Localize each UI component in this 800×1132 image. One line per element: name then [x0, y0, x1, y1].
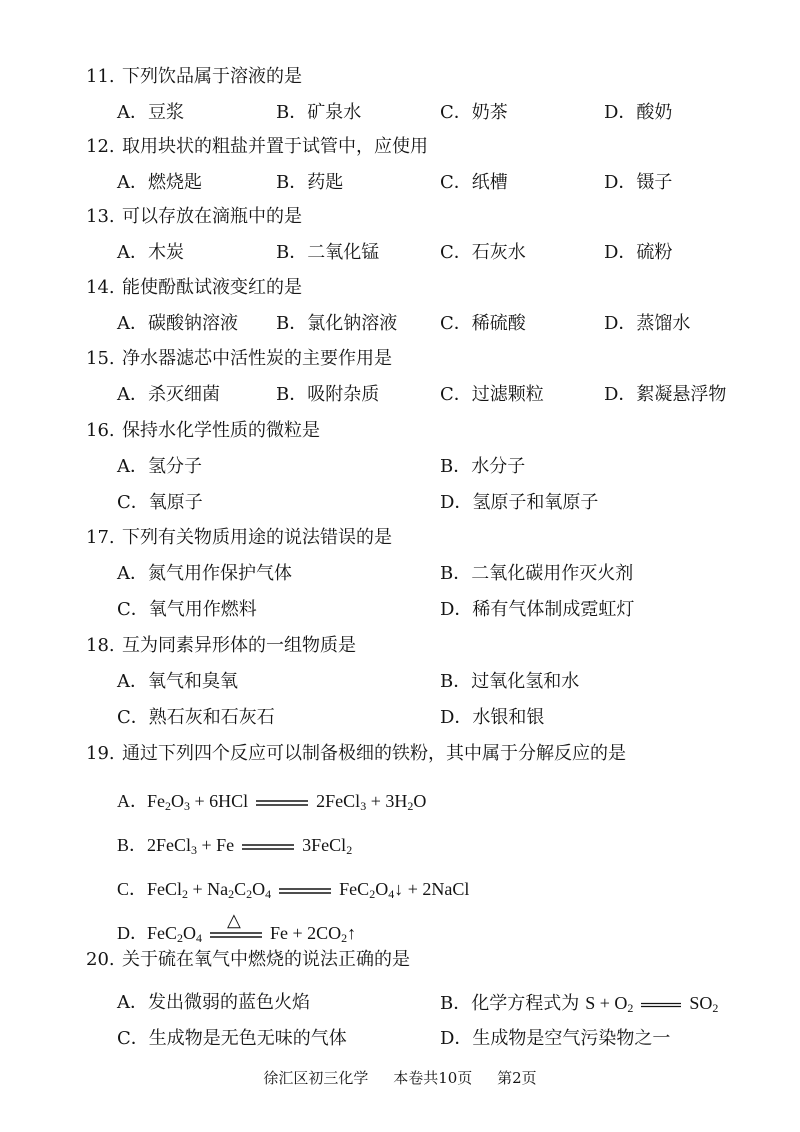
question-number: 20.	[86, 949, 115, 970]
option-label: C．	[117, 879, 148, 899]
heating-condition	[210, 909, 262, 939]
option-b: B．水分子	[440, 456, 526, 477]
option-a: A．发出微弱的蓝色火焰	[117, 992, 310, 1013]
question-text: 互为同素异形体的一组物质是	[122, 635, 356, 656]
question-text: 保持水化学性质的微粒是	[122, 420, 320, 441]
footer-total-pages: 本卷共10页	[393, 1069, 473, 1087]
option-d-equation: D．$FeC_2O_4$ △ $Fe + 2CO_2↑$	[117, 920, 356, 951]
option-b: B．矿泉水	[276, 102, 362, 123]
question-17	[86, 525, 392, 551]
question-18	[86, 633, 356, 659]
option-c: C．稀硫酸	[440, 313, 526, 334]
question-text: 关于硫在氧气中燃烧的说法正确的是	[122, 949, 410, 970]
option-c-equation: C．FeCl$_2$ + $Na_2C_2O_4$ $FeC_2O_4↓$ + 2NaCl	[117, 876, 469, 907]
footer-school: 徐汇区初三化学	[263, 1069, 369, 1087]
question-number: 16.	[86, 420, 115, 441]
heat-triangle-icon: △	[227, 909, 241, 930]
option-a: A．氧气和臭氧	[117, 671, 238, 692]
option-label: D．	[117, 923, 148, 943]
option-b: B．吸附杂质	[276, 384, 380, 405]
question-11	[86, 64, 302, 90]
equals-sign-icon	[242, 843, 294, 851]
option-label: A．	[117, 791, 148, 811]
question-number: 17.	[86, 527, 115, 548]
option-d: D．酸奶	[604, 102, 673, 123]
question-16	[86, 418, 320, 444]
option-c: C．纸槽	[440, 172, 508, 193]
option-a-equation: A．$Fe_2O_3 + 6HCl$ 2FeCl$_3$ + $3H_2O$	[117, 788, 426, 819]
option-a: A．杀灭细菌	[117, 384, 220, 405]
question-12	[86, 134, 428, 160]
question-text: 能使酚酞试液变红的是	[122, 277, 302, 298]
option-a: A．氢分子	[117, 456, 202, 477]
option-b: B．过氧化氢和水	[440, 671, 580, 692]
option-c: C．氧原子	[117, 492, 203, 513]
option-label: B．	[117, 835, 148, 855]
question-19	[86, 741, 626, 767]
option-b: B．二氧化锰	[276, 242, 380, 263]
option-a: A．碳酸钠溶液	[117, 313, 238, 334]
option-d: D．硫粉	[604, 242, 673, 263]
option-d: D．氢原子和氧原子	[440, 492, 599, 513]
option-b-equation: B．2FeCl$_3$ + Fe 3FeCl$_2$	[117, 832, 352, 863]
question-text: 通过下列四个反应可以制备极细的铁粉，其中属于分解反应的是	[122, 743, 626, 764]
question-text: 净水器滤芯中活性炭的主要作用是	[122, 348, 392, 369]
question-number: 14.	[86, 277, 115, 298]
option-a: A．燃烧匙	[117, 172, 202, 193]
option-d: D．生成物是空气污染物之一	[440, 1028, 671, 1049]
equals-sign-icon	[256, 799, 308, 807]
question-number: 13.	[86, 206, 115, 227]
option-c: C．氧气用作燃料	[117, 599, 257, 620]
question-text: 取用块状的粗盐并置于试管中，应使用	[122, 136, 428, 157]
equals-sign-icon	[641, 1001, 681, 1009]
question-14	[86, 275, 302, 301]
question-number: 18.	[86, 635, 115, 656]
question-15	[86, 346, 392, 372]
option-b: B．二氧化碳用作灭火剂	[440, 563, 634, 584]
option-d: D．絮凝悬浮物	[604, 384, 727, 405]
option-a: A．木炭	[117, 242, 184, 263]
question-number: 15.	[86, 348, 115, 369]
option-b: B．氯化钠溶液	[276, 313, 398, 334]
equals-sign-icon	[279, 887, 331, 895]
option-d: D．水银和银	[440, 707, 545, 728]
option-d: D．镊子	[604, 172, 673, 193]
option-b-equation: $S + O_2$ $SO_2$	[585, 993, 719, 1015]
option-b-text: B．化学方程式为	[440, 993, 580, 1014]
option-c: C．过滤颗粒	[440, 384, 544, 405]
option-a: A．豆浆	[117, 102, 184, 123]
option-d: D．蒸馏水	[604, 313, 691, 334]
option-b	[440, 990, 718, 1021]
option-d: D．稀有气体制成霓虹灯	[440, 599, 635, 620]
option-c: C．生成物是无色无味的气体	[117, 1028, 347, 1049]
question-number: 11.	[86, 66, 115, 87]
page-footer	[0, 1067, 800, 1089]
footer-page-number: 第2页	[497, 1069, 537, 1087]
question-number: 19.	[86, 743, 115, 764]
option-a: A．氮气用作保护气体	[117, 563, 292, 584]
question-text: 下列有关物质用途的说法错误的是	[122, 527, 392, 548]
question-text: 下列饮品属于溶液的是	[122, 66, 302, 87]
option-c: C．奶茶	[440, 102, 508, 123]
question-13	[86, 204, 302, 230]
option-c: C．石灰水	[440, 242, 526, 263]
question-text: 可以存放在滴瓶中的是	[122, 206, 302, 227]
question-number: 12.	[86, 136, 115, 157]
option-c: C．熟石灰和石灰石	[117, 707, 275, 728]
option-b: B．药匙	[276, 172, 344, 193]
question-20	[86, 947, 410, 973]
